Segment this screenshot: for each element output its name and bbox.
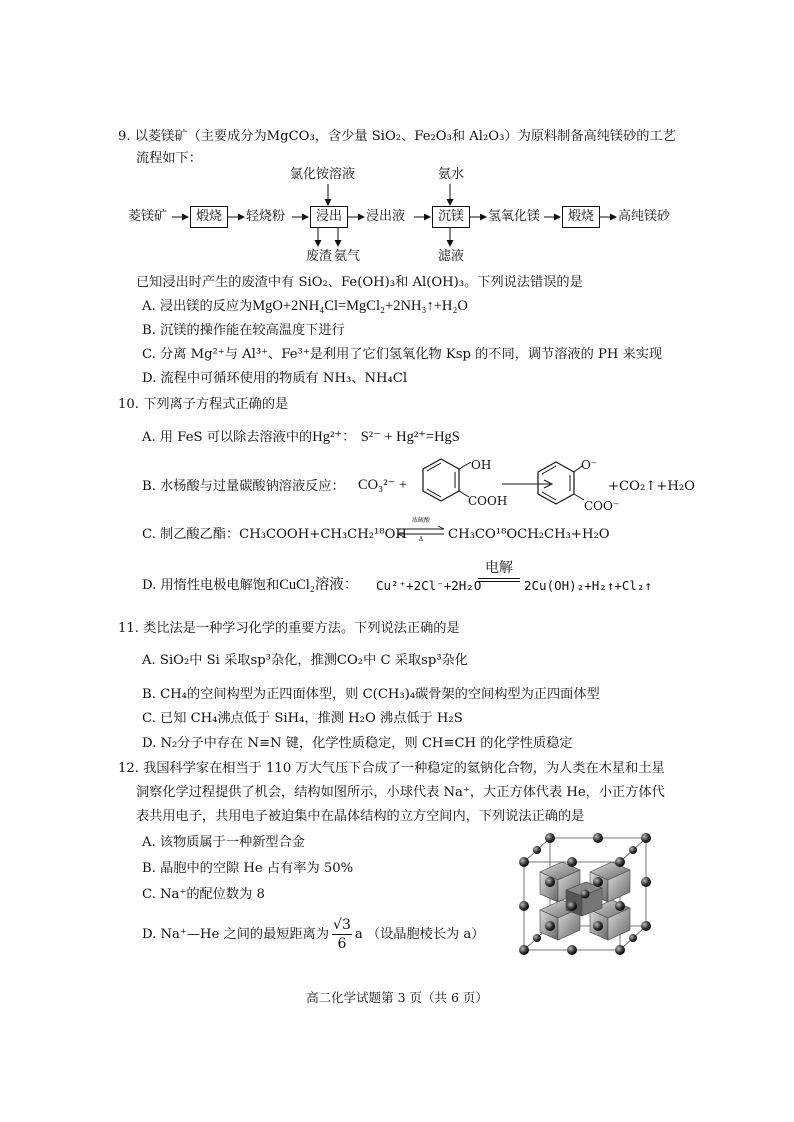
equilibrium-arrow [396,517,446,543]
crystal-structure-figure [510,832,660,956]
page-footer: 高二化学试题第 3 页（共 6 页） [306,990,488,1005]
q12-option-d-suffix: a （设晶胞棱长为 a） [354,927,485,942]
salicylate-o-label: O⁻ [581,458,598,472]
flow-mid-label-2: 浸出液 [366,209,406,224]
q10-option-a-text: A. 用 FeS 可以除去溶液中的 [142,430,313,445]
q11-option-a: A. SiO₂中 Si 采取sp³杂化，推测CO₂中 C 采取sp³杂化 [142,653,468,668]
flow-box-leaching: 浸出 [310,206,348,228]
q10-option-b-carbonate: CO₃²⁻ + [358,477,408,493]
flow-box-calcination-1: 煅烧 [190,206,228,228]
q10-option-d [142,576,358,595]
salicylic-cooh-label: COOH [468,494,508,508]
q9-option-a [142,297,468,316]
flow-ammonia-gas: 氨气 [334,249,361,264]
q10-option-b-text: B. 水杨酸与过量碳酸钠溶液反应： [142,479,345,494]
q10-option-d-text: D. 用惰性电极电解饱和 [142,578,280,593]
q10-option-c [142,526,407,544]
q11-option-c: C. 已知 CH₄沸点低于 SiH₄，推测 H₂O 沸点低于 H₂S [142,711,463,726]
q11-option-d: D. N₂分子中存在 N≡N 键，化学性质稳定，则 CH≡CH 的化学性质稳定 [142,736,573,751]
flow-start-label: 菱镁矿 [128,209,168,224]
flow-filtrate: 滤液 [438,249,465,264]
flow-waste-residue: 废渣 [306,249,333,264]
q9-option-a-text: A. 浸出镁的反应为 [142,299,253,314]
q12-option-a: A. 该物质属于一种新型合金 [142,835,305,850]
flow-reagent-ammonia-water: 氨水 [438,167,465,182]
condition-heat: Δ [418,536,424,543]
condition-conc-sulfuric: 浓硫酸 [411,517,430,524]
flow-box-precipitation: 沉镁 [432,206,470,228]
q10-option-c-text: C. 制乙酸乙酯： [142,527,240,542]
q10-option-c-reactants: CH₃COOH+CH₃CH₂¹⁸OH [239,527,407,542]
electrolysis-sign [476,560,522,590]
flow-mid-label-3: 氢氧化镁 [488,209,541,224]
q9-option-b: B. 沉镁的操作能在较高温度下进行 [142,323,345,338]
q12-stem-line2: 洞察化学过程提供了机会，结构如图所示，小球代表 Na⁺，大正方体代表 He，小正方体代 [136,785,665,800]
flow-box-calcination-2: 煅烧 [562,206,600,228]
q10-option-d-salt: CuCl₂溶液： [279,577,359,593]
flow-mid-label-1: 轻烧粉 [246,209,286,224]
q10-option-d-reactants: Cu²⁺+2Cl⁻+2H₂O [376,578,482,593]
q11-stem: 11. 类比法是一种学习化学的重要方法。下列说法正确的是 [118,621,460,636]
condition-electrolysis: 电解 [485,560,513,576]
q12-option-d-text: D. Na⁺—He 之间的最短距离为 [142,927,330,942]
q12-option-c: C. Na⁺的配位数为 8 [142,887,265,902]
fraction-numerator: √3 [333,917,351,933]
salicylic-oh-label: OH [471,458,492,472]
q10-option-a [142,428,460,447]
q10-option-a-equation: S²⁻ + Hg²⁺=HgS [360,429,460,445]
process-flow-diagram [128,166,688,268]
fraction-denominator: 6 [337,936,347,952]
q9-option-d: D. 流程中可循环使用的物质有 NH₃、NH₄Cl [142,371,408,386]
q10-option-c-products: CH₃CO¹⁸OCH₂CH₃+H₂O [448,527,610,542]
q10-option-d-products: 2Cu(OH)₂+H₂↑+Cl₂↑ [524,578,652,593]
salicylate-coo-label: COO⁻ [584,499,620,513]
sqrt3-over-6-fraction [332,916,352,953]
q12-stem-line1: 12. 我国科学家在相当于 110 万大气压下合成了一种稳定的氦钠化合物，为人类在木星和土星 [118,761,665,776]
q12-option-b: B. 晶胞中的空隙 He 占有率为 50% [142,861,354,876]
q12-option-d [142,916,484,953]
q9-stem-line2: 流程如下： [136,151,202,166]
q9-option-a-equation: MgO+2NH₄Cl=MgCl₂+2NH₃↑+H₂O [252,298,468,314]
flow-end-label: 高纯镁砂 [618,209,671,224]
q11-option-b: B. CH₄的空间构型为正四面体型，则 C(CH₃)₄碳骨架的空间构型为正四面体型 [142,687,600,702]
q10-stem: 10. 下列离子方程式正确的是 [118,397,289,412]
q9-option-c: C. 分离 Mg²⁺与 Al³⁺、Fe³⁺是利用了它们氢氧化物 Ksp 的不同，调节溶液的 PH 来实现 [142,347,663,362]
q10-option-b-products: +CO₂↑+H₂O [608,479,695,494]
q12-stem-line3: 表共用电子，共用电子被迫集中在晶体结构的立方空间内，下列说法正确的是 [136,809,585,824]
flow-reagent-ammonium-chloride: 氯化铵溶液 [290,167,356,182]
q9-question: 已知浸出时产生的废渣中有 SiO₂、Fe(OH)₃和 Al(OH)₃。下列说法错误的是 [136,275,583,290]
q10-option-a-ion: Hg²⁺： [312,429,357,445]
q9-stem-line1: 9. 以菱镁矿（主要成分为MgCO₃，含少量 SiO₂、Fe₂O₃和 Al₂O₃）为原料制备高纯镁砂的工艺 [118,129,676,144]
